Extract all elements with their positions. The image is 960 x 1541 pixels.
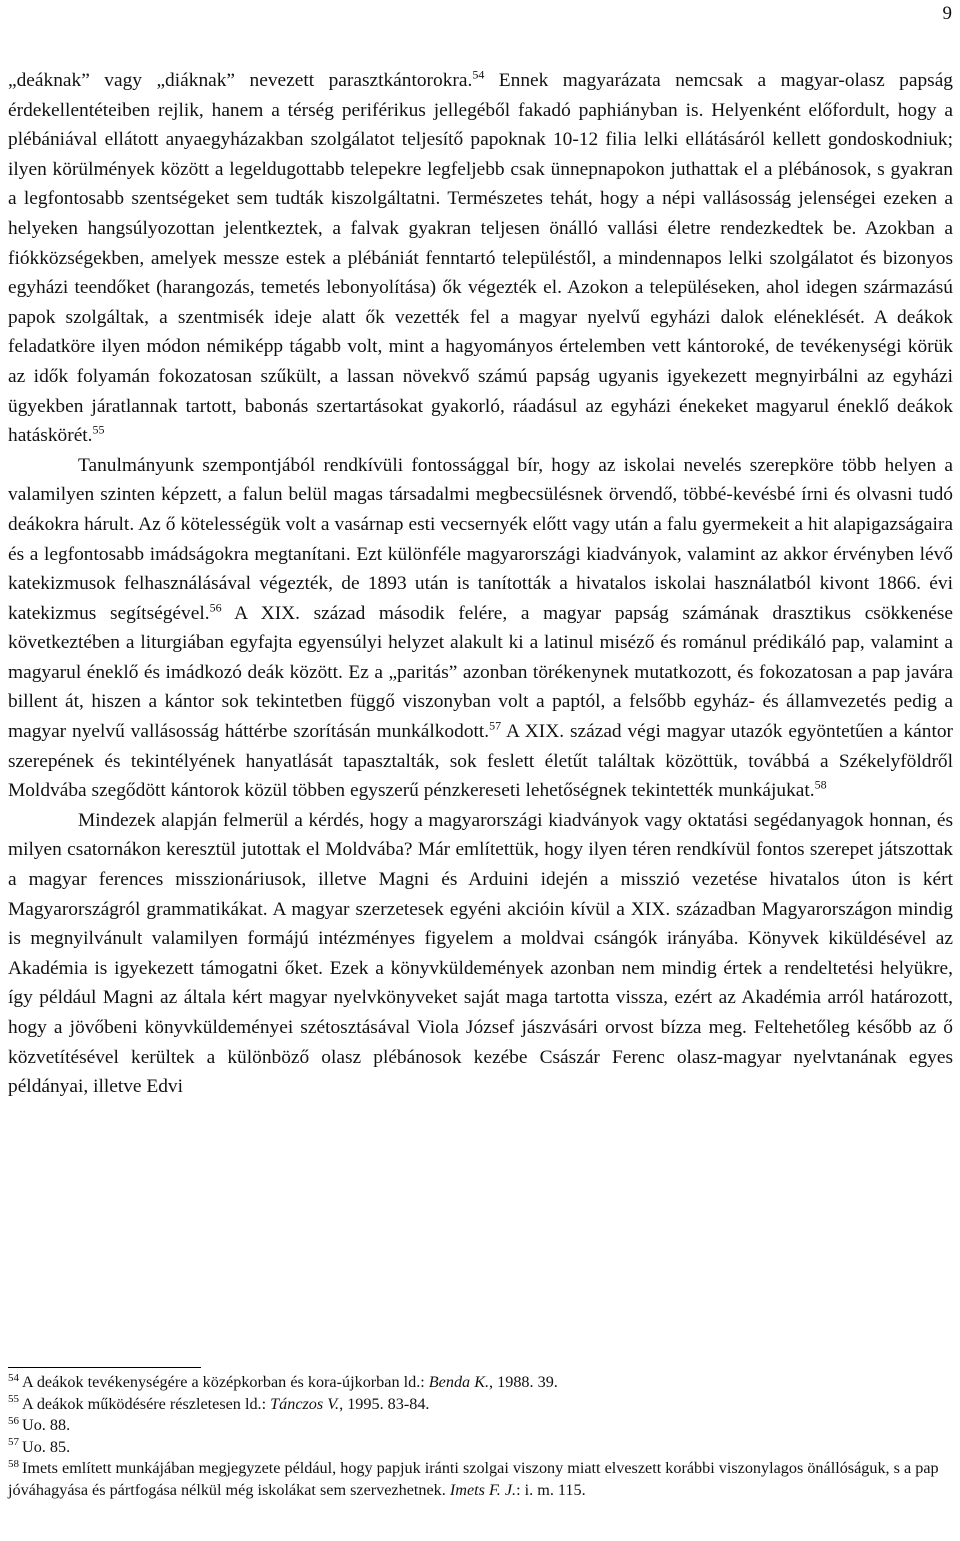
footnote-ref: 56 bbox=[209, 600, 222, 615]
text-run: Uo. 85. bbox=[22, 1437, 71, 1456]
italic-author: Imets F. J. bbox=[449, 1480, 517, 1499]
text-run: Mindezek alapján felmerül a kérdés, hogy a magyarországi kiadványok vagy oktatási segédanyagok honnan, és milyen csatornákon keresztül jutottak el Moldvába? Már említettük, hogy ilyen téren rendkívül fontos szerepet játszottak a magyar ferences misszionáriusok, illetve Magni és Arduini idején a misszió vezetése hivatalos úton is kért Magyarországról grammatikákat. A magyar szerzetesek egyéni akcióin kívül a XIX. században Magyarországon mindig is megnyilvánult valamilyen formájú intézményes figyelem a moldvai csángók irányába. Könyvek kiküldésével az Akadémia is igyekezett támogatni őket. Ezek a könyvküldemények azonban nem mindig értek a rendeltetési helyükre, így például Magni az általa kért magyar nyelvkönyveket saját maga tartotta vissza, ezért az Akadémia arról határozott, hogy a jövőbeni könyvküldeményei szétosztásával Viola József jászvásári orvost bízza meg. Feltehetőleg később az ő közvetítésével kerültek a különböző olasz plébánosok kezébe Császár Ferenc olasz-magyar nyelvtanának egyes példányai, illetve Edvi bbox=[8, 809, 953, 1098]
page-number: 9 bbox=[942, 3, 952, 24]
text-run: Uo. 88. bbox=[22, 1416, 71, 1434]
text-run: , 1988. 39. bbox=[489, 1373, 558, 1391]
text-run: Ennek magyarázata nemcsak a magyar-olasz papság érdekellentéteiben rejlik, hanem a térség periférikus jellegéből fakadó paphiányban is. Helyenként előfordult, hogy a plébániával ellátott anyaegyházakban szolgálatot teljesítő papoknak 10-12 filia lelki ellátásáról kellett gondoskodniuk; ilyen körülmények között a legeldugottabb telepekre legfeljebb csak ünnepnapokon juthattak el a plébánosok, s gyakran a legfontosabb szentségeket sem tudták kiszolgáltatni. Természetes tehát, hogy a népi vallásosság jelenségei ezeken a helyeken hangsúlyozottan jelentkeztek, a falvak gyakran teljesen önálló vallási életre rendezkedtek be. Azokban a fiókközségekben, amelyek messze estek a plébániát fenntartó településtől, a mindennapos lelki szolgálatot és bizonyos egyházi teendőket (harangozás, temetés lebonyolítása) ők végezték el. Azokon a településeken, ahol idegen származású papok szolgáltak, a szentmisék ideje alatt ők vezették fel a magyar nyelvű egyházi dalok eléneklését. A deákok feladatköre ilyen módon némiképp tágabb volt, mint a hagyományos értelemben vett kántoroké, de tevékenységi körük az idők folyamán fokozatosan szűkült, a lassan növekvő számú papság ugyanis igyekezett megnyirbálni az egyházi ügyekben járatlannak tartott, babonás szertartásokat gyakorló, ráadásul az egyházi énekeket magyarul éneklő deákok hatáskörét. bbox=[8, 70, 953, 447]
footnote bbox=[8, 1394, 953, 1416]
footnote-ref: 57 bbox=[489, 718, 502, 733]
footnote-number: 55 bbox=[8, 1393, 19, 1406]
footnote bbox=[8, 1415, 953, 1437]
paragraph bbox=[8, 806, 953, 1102]
footnote-number: 54 bbox=[8, 1371, 19, 1384]
footnote bbox=[8, 1458, 953, 1501]
text-run: „deáknak” vagy „diáknak” nevezett parasztkántorokra. bbox=[8, 70, 473, 91]
footnotes bbox=[8, 1372, 953, 1501]
footnote-ref: 54 bbox=[472, 67, 485, 82]
footnote bbox=[8, 1372, 953, 1394]
footnote-ref: 55 bbox=[92, 422, 105, 437]
body-text bbox=[8, 66, 953, 1102]
footnote-separator bbox=[8, 1367, 201, 1368]
paragraph bbox=[8, 66, 953, 451]
footnote bbox=[8, 1437, 953, 1459]
text-run: A XIX. század végi magyar utazók egyöntetűen a kántor szerepének és tekintélyének hanyatlását tapasztalták, sok feslett életűt találtak közöttük, továbbá a Székelyföldről Moldvába szegődött kántorok közül többen egyszerű pénzkereseti lehetőségnek tekintették munkájukat. bbox=[8, 721, 953, 802]
paragraph bbox=[8, 451, 953, 806]
italic-author: Benda K. bbox=[428, 1373, 490, 1391]
footnote-number: 56 bbox=[8, 1414, 19, 1427]
footnote-ref: 58 bbox=[814, 777, 827, 792]
text-run: : i. m. 115. bbox=[516, 1480, 586, 1499]
text-run: A deákok tevékenységére a középkorban és kora-újkorban ld.: bbox=[22, 1373, 429, 1391]
footnote-number: 58 bbox=[8, 1457, 19, 1470]
text-run: A XIX. század második felére, a magyar papság számának drasztikus csökkenése következtében a liturgiában egyfajta egyensúlyi helyzet alakult ki a latinul miséző és románul prédikáló pap, valamint a magyarul éneklő és imádkozó deák között. Ez a „paritás” azonban törékenynek mutatkozott, és fokozatosan a pap javára billent át, hiszen a kántor sok tekintetben függő viszonyban volt a paptól, a felsőbb egyház- és államvezetés pedig a magyar nyelvű vallásosság háttérbe szorításán munkálkodott. bbox=[8, 602, 953, 743]
italic-author: Tánczos V. bbox=[270, 1394, 340, 1413]
text-run: , 1995. 83-84. bbox=[339, 1394, 430, 1413]
text-run: Imets említett munkájában megjegyzete például, hogy papjuk iránti szolgai viszony miatt elveszett korábbi viszonylagos önállóságuk, s a pap jóváhagyása és pártfogása nélkül még iskolákat sem szervezhetnek. bbox=[8, 1459, 939, 1499]
footnote-number: 57 bbox=[8, 1436, 19, 1449]
text-run: Tanulmányunk szempontjából rendkívüli fontossággal bír, hogy az iskolai nevelés szerepköre több helyen a valamilyen szinten képzett, a falun belül magas társadalmi megbecsülésnek örvendő, többé-kevésbé írni és olvasni tudó deákokra hárult. Az ő kötelességük volt a vasárnap esti vecsernyék előtt vagy után a falu gyermekeit a hit alapigazságaira és a legfontosabb imádságokra megtanítani. Ezt különféle magyarországi kiadványok, valamint az akkor érvényben lévő katekizmusok felhasználásával végezték, de 1893 után is tanították a hivatalos iskolai használatból kivont 1866. évi katekizmus segítségével. bbox=[8, 454, 953, 624]
text-run: A deákok működésére részletesen ld.: bbox=[22, 1394, 271, 1413]
